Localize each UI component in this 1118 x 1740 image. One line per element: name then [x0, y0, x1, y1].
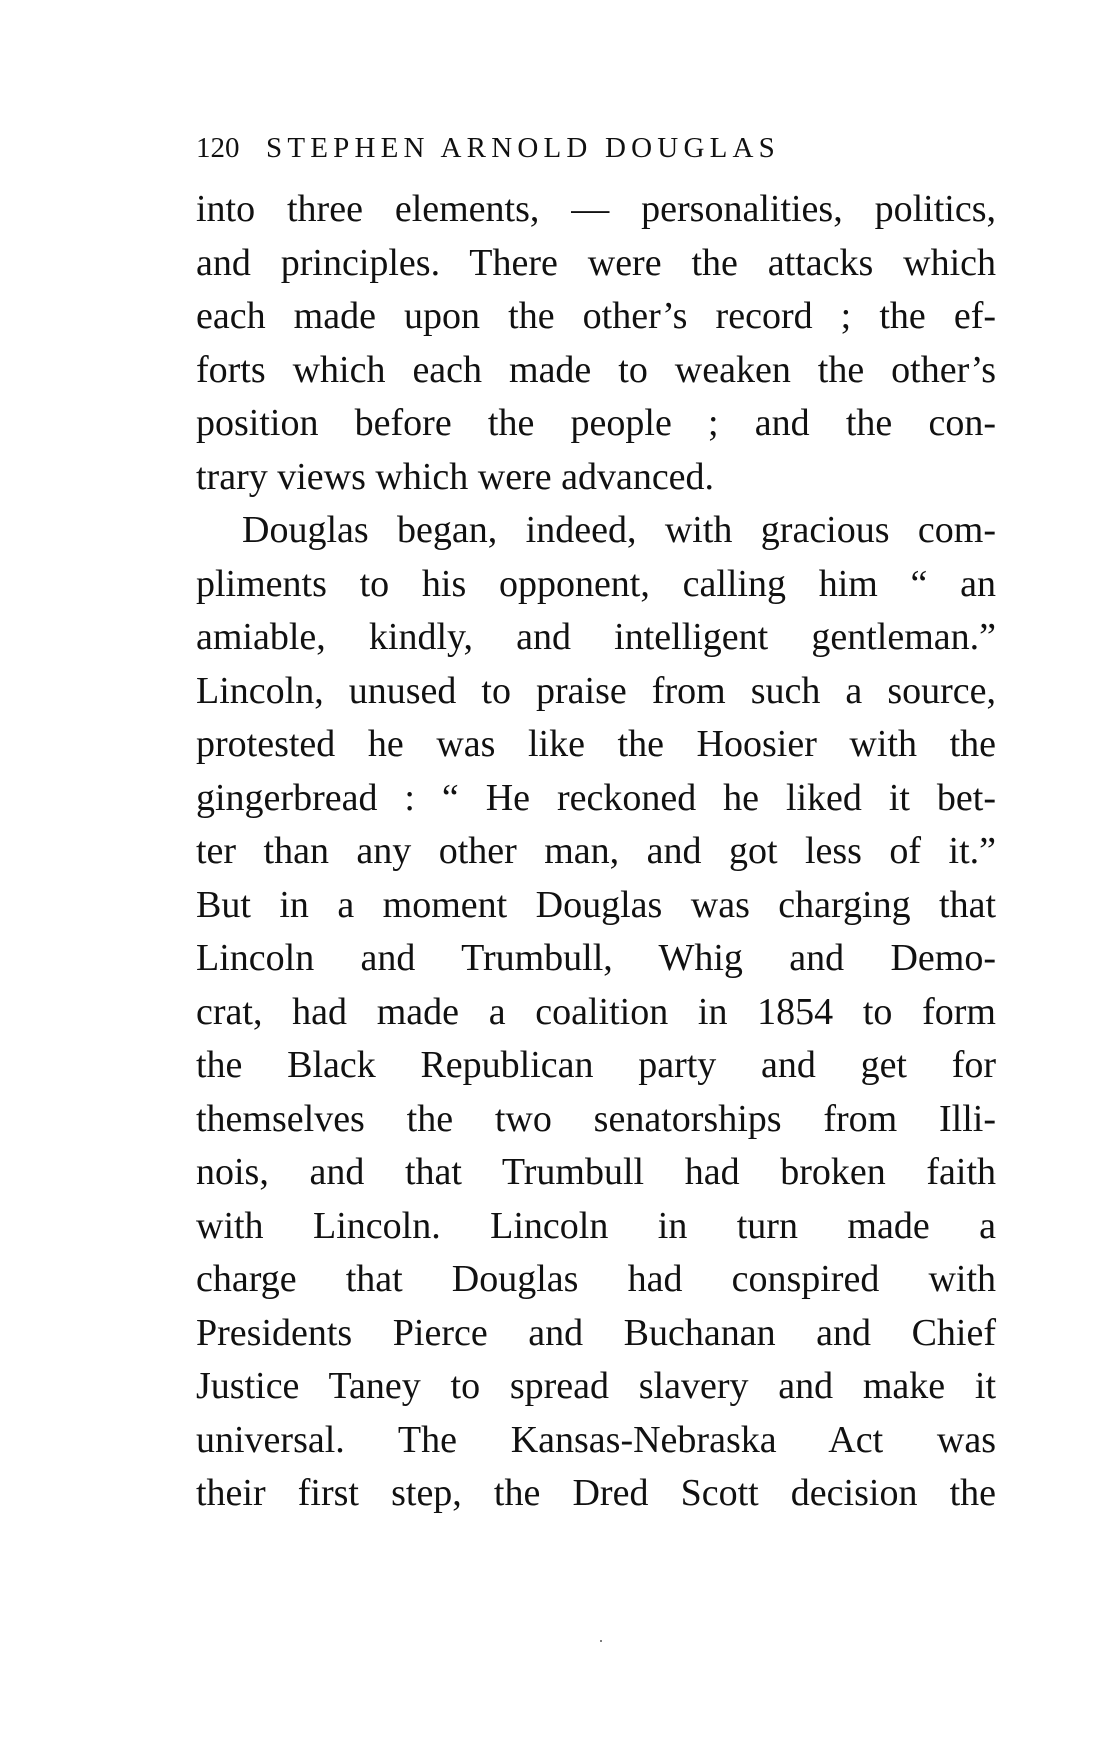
text-line: protested he was like the Hoosier with the	[196, 723, 996, 765]
body-text	[196, 183, 996, 1521]
text-line: themselves the two senatorships from Illi-	[196, 1097, 996, 1140]
text-line: and principles. There were the attacks which	[196, 241, 996, 284]
running-title: STEPHEN ARNOLD DOUGLAS	[266, 132, 780, 164]
text-line: Presidents Pierce and Buchanan and Chief	[196, 1311, 996, 1354]
text-line: position before the people ; and the con-	[196, 402, 996, 444]
text-line: into three elements, — personalities, politics,	[196, 188, 996, 230]
text-line: Justice Taney to spread slavery and make it	[196, 1365, 996, 1407]
text-line: their first step, the Dred Scott decision the	[196, 1472, 996, 1514]
text-line: pliments to his opponent, calling him “ an	[196, 562, 996, 605]
page-number: 120	[196, 132, 240, 164]
text-line: crat, had made a coalition in 1854 to form	[196, 990, 996, 1033]
text-line: Lincoln and Trumbull, Whig and Demo-	[196, 937, 996, 979]
text-line: with Lincoln. Lincoln in turn made a	[196, 1204, 996, 1247]
text-line: amiable, kindly, and intelligent gentleman.”	[196, 616, 996, 658]
text-line: charge that Douglas had conspired with	[196, 1258, 996, 1300]
text-line: Lincoln, unused to praise from such a source,	[196, 669, 996, 712]
running-head	[196, 128, 1016, 168]
text-line: But in a moment Douglas was charging that	[196, 883, 996, 926]
print-speck	[600, 1640, 602, 1642]
text-line: nois, and that Trumbull had broken faith	[196, 1151, 996, 1193]
text-line: trary views which were advanced.	[196, 455, 715, 498]
text-line: universal. The Kansas-Nebraska Act was	[196, 1418, 996, 1461]
text-line: the Black Republican party and get for	[196, 1044, 996, 1086]
paragraph-start-line: Douglas began, indeed, with gracious com-	[242, 509, 996, 551]
text-line: each made upon the other’s record ; the ef-	[196, 295, 996, 337]
text-line: forts which each made to weaken the other’s	[196, 348, 996, 391]
text-line: gingerbread : “ He reckoned he liked it bet-	[196, 776, 996, 819]
text-line: ter than any other man, and got less of it.”	[196, 830, 996, 872]
